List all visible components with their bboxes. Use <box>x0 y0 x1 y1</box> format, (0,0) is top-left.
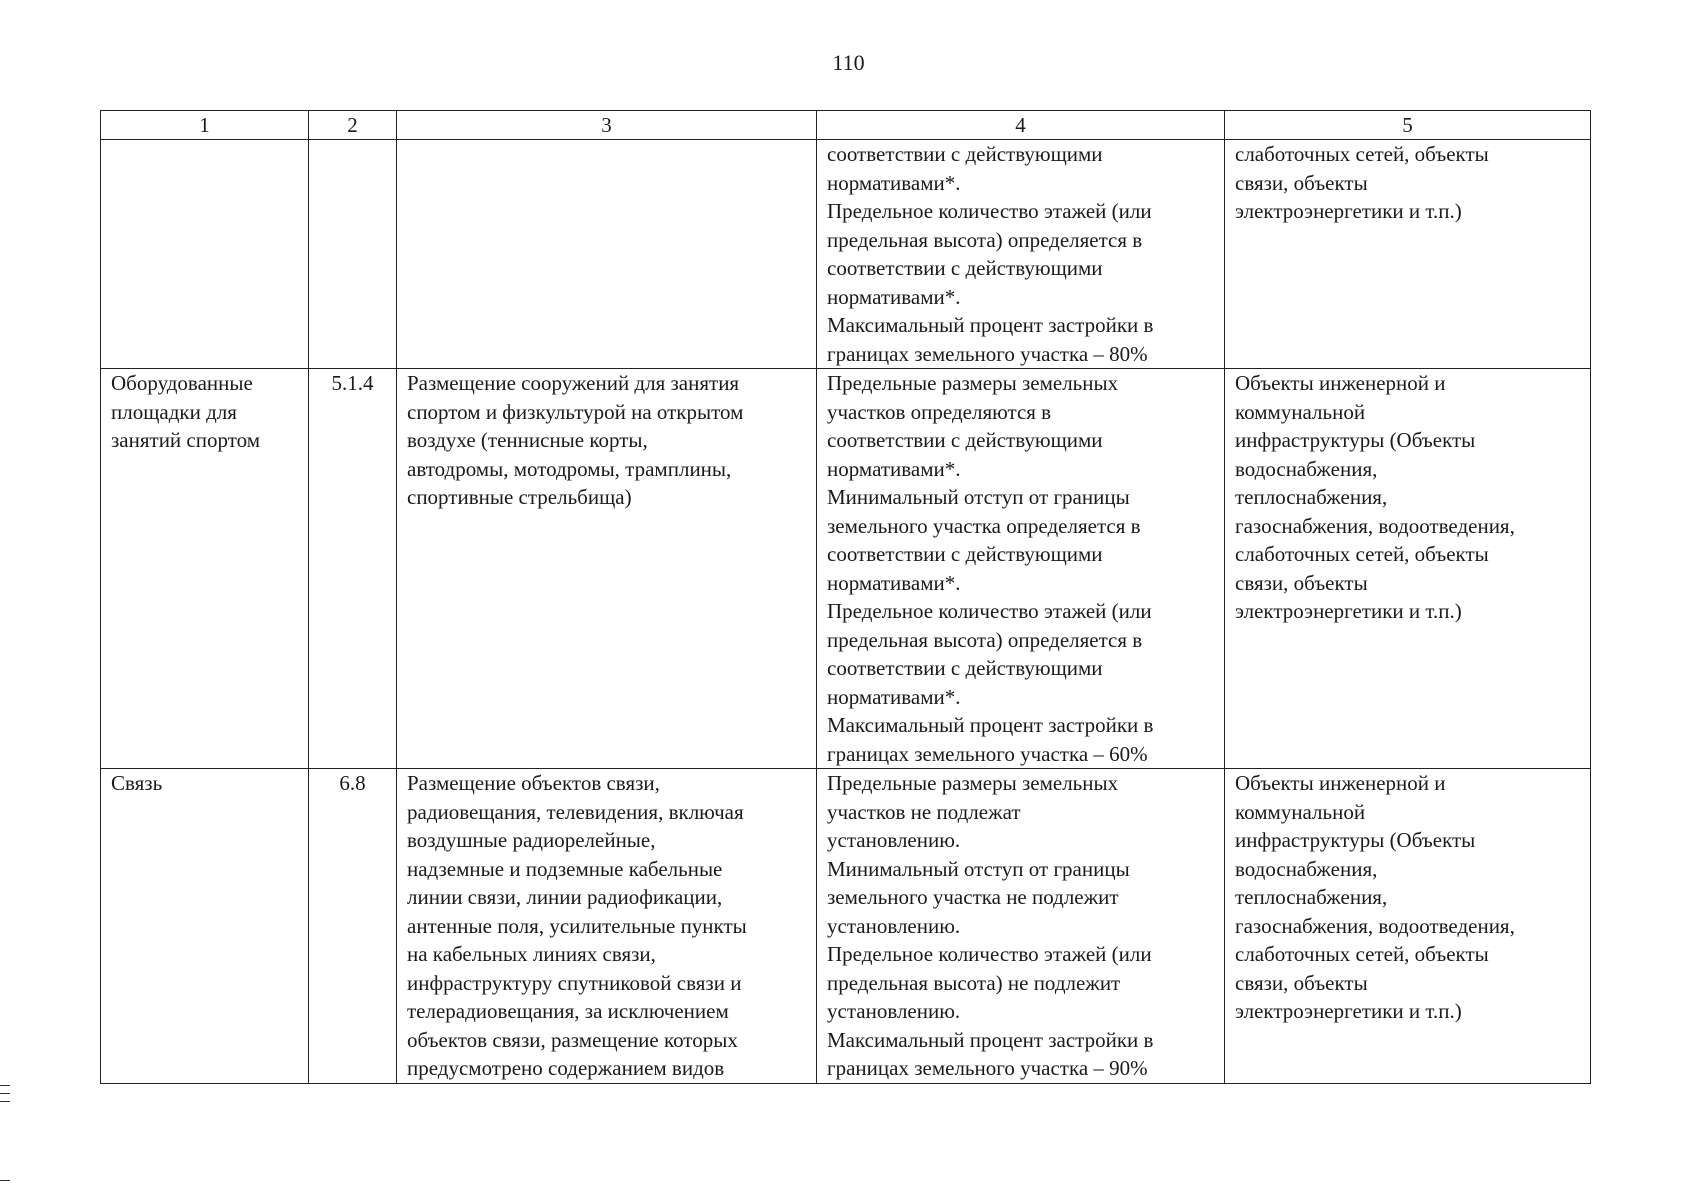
text-line: Предельные размеры земельных <box>827 371 1119 395</box>
margin-mark <box>0 1101 10 1102</box>
text-line: Максимальный процент застройки в <box>827 1027 1154 1052</box>
text-line: надземные и подземные кабельные <box>407 856 723 881</box>
text-line: установлению. <box>827 913 961 938</box>
text-line: Минимальный отступ от границы <box>827 485 1130 509</box>
cell-use-description <box>397 769 817 1084</box>
text-line: слаботочных сетей, объекты <box>1235 942 1489 966</box>
cell-use-description <box>397 369 817 769</box>
text-line: границах земельного участка – 80% <box>827 341 1148 366</box>
column-header: 1 <box>101 111 309 140</box>
cell-use-code: 5.1.4 <box>309 369 397 769</box>
cell-parameters <box>817 369 1225 769</box>
column-header: 3 <box>397 111 817 140</box>
text-line: газоснабжения, водоотведения, <box>1235 913 1515 938</box>
text-line: Предельное количество этажей (или <box>827 942 1152 966</box>
text-line: объектов связи, размещение которых <box>407 1027 738 1052</box>
text-line: участков определяются в <box>827 399 1052 424</box>
cell-auxiliary-uses <box>1225 769 1591 1084</box>
text-line: спортом и физкультурой на открытом <box>407 399 744 424</box>
text-line: предельная высота) не подлежит <box>827 970 1121 995</box>
text-line: водоснабжения, <box>1235 856 1378 881</box>
text-line: электроэнергетики и т.п.) <box>1235 999 1462 1023</box>
text-line: соответствии с действующими <box>827 256 1103 280</box>
text-line: радиовещания, телевидения, включая <box>407 799 744 824</box>
text-line: границах земельного участка – 60% <box>827 741 1148 766</box>
cell-use-name <box>101 140 309 369</box>
text-line: занятий спортом <box>111 428 260 452</box>
text-line: воздушные радиорелейные, <box>407 828 656 852</box>
text-line: Размещение сооружений для занятия <box>407 371 740 395</box>
text-line: связи, объекты <box>1235 970 1368 995</box>
text-line: газоснабжения, водоотведения, <box>1235 513 1515 538</box>
text-line: соответствии с действующими <box>827 428 1103 452</box>
text-line: инфраструктуру спутниковой связи и <box>407 970 742 995</box>
text-line: земельного участка не подлежит <box>827 885 1119 909</box>
text-line: слаботочных сетей, объекты <box>1235 142 1489 166</box>
text-line: Предельное количество этажей (или <box>827 599 1152 623</box>
table-row <box>101 769 1591 1084</box>
text-line: Оборудованные <box>111 371 253 395</box>
cell-auxiliary-uses <box>1225 369 1591 769</box>
column-header: 4 <box>817 111 1225 140</box>
cell-parameters <box>817 140 1225 369</box>
text-line: нормативами*. <box>827 170 961 195</box>
text-line: связи, объекты <box>1235 170 1368 195</box>
text-line: установлению. <box>827 999 961 1023</box>
text-line: антенные поля, усилительные пункты <box>407 913 747 938</box>
cell-use-name <box>101 369 309 769</box>
cell-parameters <box>817 769 1225 1084</box>
cell-use-name <box>101 769 309 1084</box>
text-line: Связь <box>111 771 163 795</box>
text-line: предельная высота) определяется в <box>827 627 1143 652</box>
column-header: 2 <box>309 111 397 140</box>
text-line: теплоснабжения, <box>1235 885 1388 909</box>
cell-auxiliary-uses <box>1225 140 1591 369</box>
text-line: нормативами*. <box>827 284 961 309</box>
text-line: земельного участка определяется в <box>827 513 1141 538</box>
text-line: спортивные стрельбища) <box>407 485 632 509</box>
text-line: электроэнергетики и т.п.) <box>1235 599 1462 623</box>
text-line: Предельные размеры земельных <box>827 771 1119 795</box>
text-line: нормативами*. <box>827 570 961 595</box>
text-line: водоснабжения, <box>1235 456 1378 481</box>
text-line: Предельное количество этажей (или <box>827 199 1152 223</box>
page-number: 110 <box>832 50 865 75</box>
text-line: границах земельного участка – 90% <box>827 1056 1148 1080</box>
text-line: линии связи, линии радиофикации, <box>407 885 723 909</box>
margin-mark <box>0 1180 10 1181</box>
text-line: соответствии с действующими <box>827 656 1103 680</box>
text-line: теплоснабжения, <box>1235 485 1388 509</box>
text-line: воздухе (теннисные корты, <box>407 428 648 452</box>
cell-use-description <box>397 140 817 369</box>
text-line: участков не подлежат <box>827 799 1021 824</box>
text-line: площадки для <box>111 399 237 424</box>
margin-mark <box>0 1093 10 1094</box>
land-use-table <box>100 110 1591 1084</box>
text-line: соответствии с действующими <box>827 142 1103 166</box>
text-line: нормативами*. <box>827 684 961 709</box>
text-line: электроэнергетики и т.п.) <box>1235 199 1462 223</box>
text-line: Максимальный процент застройки в <box>827 713 1154 737</box>
text-line: предусмотрено содержанием видов <box>407 1056 725 1080</box>
text-line: инфраструктуры (Объекты <box>1235 428 1476 452</box>
cell-use-code: 6.8 <box>309 769 397 1084</box>
text-line: Максимальный процент застройки в <box>827 313 1154 337</box>
text-line: слаботочных сетей, объекты <box>1235 542 1489 566</box>
cell-use-code <box>309 140 397 369</box>
text-line: коммунальной <box>1235 799 1366 824</box>
text-line: автодромы, мотодромы, трамплины, <box>407 456 732 481</box>
text-line: Минимальный отступ от границы <box>827 856 1130 881</box>
table-row <box>101 140 1591 369</box>
text-line: соответствии с действующими <box>827 542 1103 566</box>
text-line: инфраструктуры (Объекты <box>1235 828 1476 852</box>
text-line: Размещение объектов связи, <box>407 771 660 795</box>
column-header: 5 <box>1225 111 1591 140</box>
table-header-row <box>101 111 1591 140</box>
text-line: нормативами*. <box>827 456 961 481</box>
text-line: предельная высота) определяется в <box>827 227 1143 252</box>
text-line: установлению. <box>827 828 961 852</box>
text-line: связи, объекты <box>1235 570 1368 595</box>
table-row <box>101 369 1591 769</box>
text-line: телерадиовещания, за исключением <box>407 999 729 1023</box>
margin-mark <box>0 1085 10 1086</box>
text-line: Объекты инженерной и <box>1235 771 1446 795</box>
text-line: на кабельных линиях связи, <box>407 942 656 966</box>
text-line: Объекты инженерной и <box>1235 371 1446 395</box>
text-line: коммунальной <box>1235 399 1366 424</box>
